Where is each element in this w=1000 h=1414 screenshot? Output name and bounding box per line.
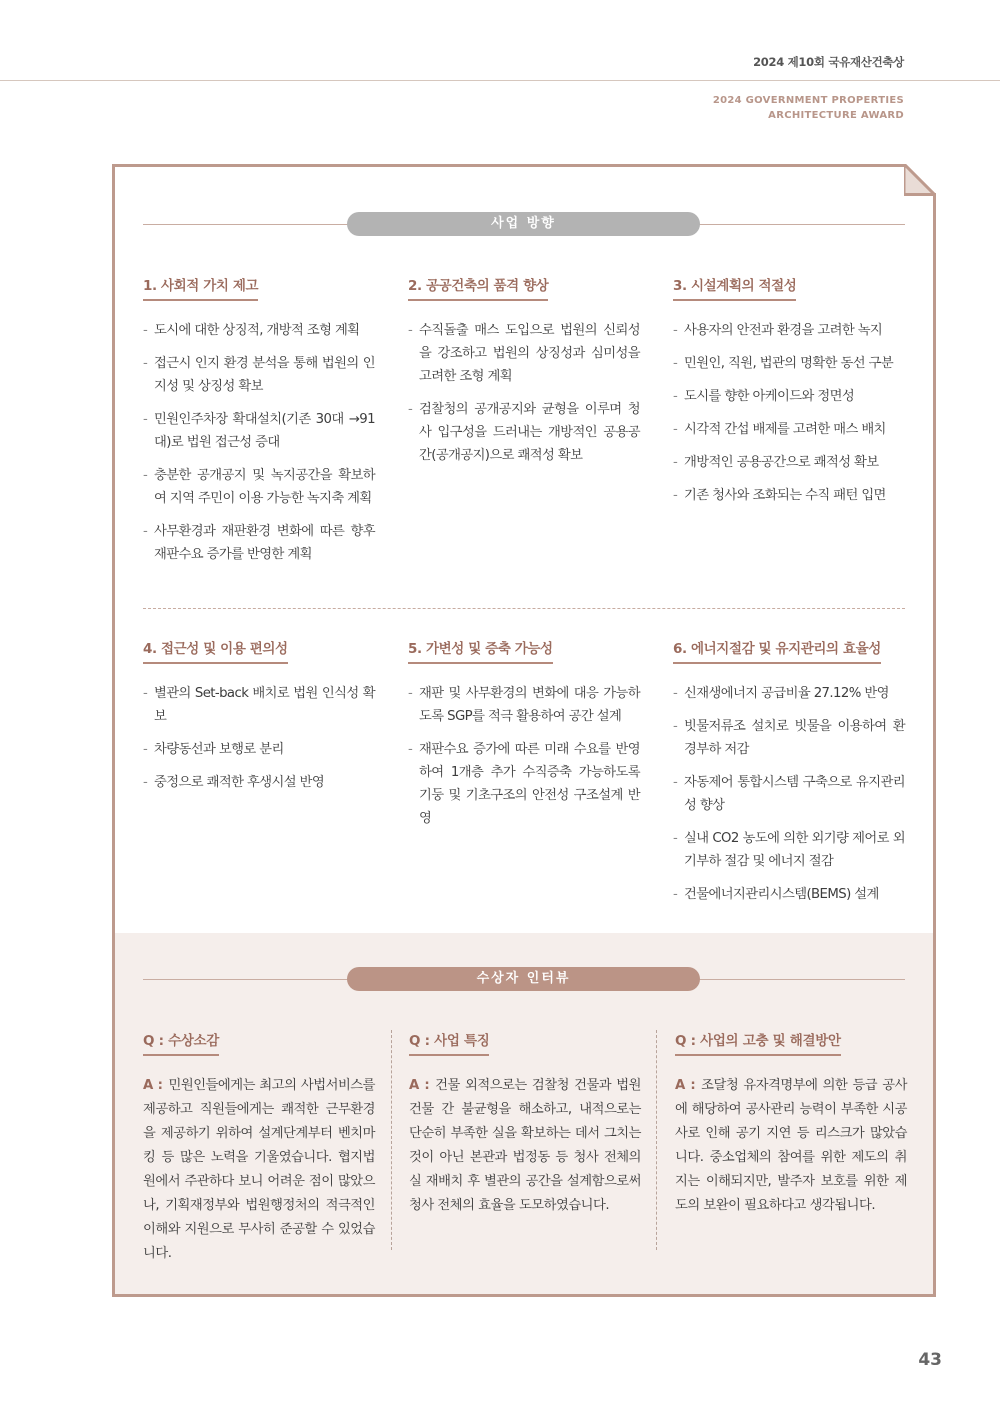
section-divider xyxy=(143,608,905,609)
section-heading: 2. 공공건축의 품격 향상 xyxy=(408,274,548,301)
section-list xyxy=(143,319,375,566)
list-item: - 민원인주차장 확대설치(기존 30대 →91대)로 법원 접근성 증대 xyxy=(143,408,375,454)
answer-body: 건물 외적으로는 검찰청 건물과 법원 건물 간 불균형을 해소하고, 내적으로는 단순히 부족한 실을 확보하는 데서 그치는 것이 아닌 본관과 법정동 등 청사 전체의 실 재배치 후 별관의 공간을 설계함으로써 청사 전체의 효율을 도모하였습니다. xyxy=(409,1078,641,1213)
answer-prefix: A : xyxy=(143,1078,163,1093)
list-item: - 개방적인 공용공간으로 쾌적성 확보 xyxy=(673,451,905,474)
list-item: - 민원인, 직원, 법관의 명확한 동선 구분 xyxy=(673,352,905,375)
publication-english-title xyxy=(713,93,904,123)
list-item: - 사무환경과 재판환경 변화에 따른 향후 재판수요 증가를 반영한 계획 xyxy=(143,520,375,566)
answer-text xyxy=(409,1074,641,1218)
list-item: - 재판 및 사무환경의 변화에 대응 가능하도록 SGP를 적극 활용하여 공간 설계 xyxy=(408,682,640,728)
section-5 xyxy=(408,637,640,840)
section-list xyxy=(673,319,905,507)
list-item: - 자동제어 통합시스템 구축으로 유지관리성 향상 xyxy=(673,771,905,817)
direction-label: 사업 방향 xyxy=(347,212,700,236)
answer-prefix: A : xyxy=(675,1078,696,1093)
list-item: - 건물에너지관리시스템(BEMS) 설계 xyxy=(673,883,905,906)
list-item: - 차량동선과 보행로 분리 xyxy=(143,738,375,761)
section-heading: 3. 시설계획의 적절성 xyxy=(673,274,796,301)
list-item: - 기존 청사와 조화되는 수직 패턴 입면 xyxy=(673,484,905,507)
section-1 xyxy=(143,274,375,576)
answer-text xyxy=(675,1074,907,1218)
list-item: - 수직돌출 매스 도입으로 법원의 신뢰성을 강조하고 법원의 상징성과 심미성을 고려한 조형 계획 xyxy=(408,319,640,388)
publication-title: 2024 제10회 국유재산건축상 xyxy=(753,55,904,69)
list-item: - 빗물저류조 설치로 빗물을 이용하여 환경부하 저감 xyxy=(673,715,905,761)
answer-body: 조달청 유자격명부에 의한 등급 공사에 해당하여 공사관리 능력이 부족한 시공사로 인해 공기 지연 등 리스크가 많았습니다. 중소업체의 참여를 위한 제도의 취지는 이해되지만, 발주자 보호를 위한 제도의 보완이 필요하다고 생각됩니다. xyxy=(675,1078,907,1213)
list-item: - 시각적 간섭 배제를 고려한 매스 배치 xyxy=(673,418,905,441)
question-heading: Q : 사업 특징 xyxy=(409,1029,489,1056)
list-item: - 중정으로 쾌적한 후생시설 반영 xyxy=(143,771,375,794)
section-3 xyxy=(673,274,905,517)
section-list xyxy=(673,682,905,906)
section-4 xyxy=(143,637,375,804)
list-item: - 별관의 Set-back 배치로 법원 인식성 확보 xyxy=(143,682,375,728)
list-item: - 신재생에너지 공급비율 27.12% 반영 xyxy=(673,682,905,705)
section-heading: 6. 에너지절감 및 유지관리의 효율성 xyxy=(673,637,881,664)
english-title-line-2: ARCHITECTURE AWARD xyxy=(768,110,904,121)
list-item: - 검찰청의 공개공지와 균형을 이루며 청사 입구성을 드러내는 개방적인 공용공간(공개공지)으로 쾌적성 확보 xyxy=(408,398,640,467)
answer-text xyxy=(143,1074,375,1266)
qa-block-2 xyxy=(409,1029,641,1218)
section-list xyxy=(408,682,640,830)
column-separator xyxy=(391,1030,392,1250)
question-heading: Q : 사업의 고충 및 해결방안 xyxy=(675,1029,841,1056)
interview-label: 수상자 인터뷰 xyxy=(347,967,700,991)
folded-corner-icon xyxy=(904,164,936,196)
page-number: 43 xyxy=(918,1350,942,1370)
list-item: - 실내 CO2 농도에 의한 외기량 제어로 외기부하 절감 및 에너지 절감 xyxy=(673,827,905,873)
section-6 xyxy=(673,637,905,916)
qa-block-1 xyxy=(143,1029,375,1266)
section-2 xyxy=(408,274,640,477)
english-title-line-1: 2024 GOVERNMENT PROPERTIES xyxy=(712,95,904,106)
header-divider xyxy=(0,80,1000,81)
list-item: - 충분한 공개공지 및 녹지공간을 확보하여 지역 주민이 이용 가능한 녹지축 계획 xyxy=(143,464,375,510)
list-item: - 도시를 향한 아케이드와 정면성 xyxy=(673,385,905,408)
question-heading: Q : 수상소감 xyxy=(143,1029,219,1056)
list-item: - 재판수요 증가에 따른 미래 수요를 반영하여 1개층 추가 수직증축 가능하도록 기둥 및 기초구조의 안전성 구조설계 반영 xyxy=(408,738,640,830)
section-heading: 5. 가변성 및 증축 가능성 xyxy=(408,637,553,664)
section-list xyxy=(143,682,375,794)
list-item: - 사용자의 안전과 환경을 고려한 녹지 xyxy=(673,319,905,342)
list-item: - 도시에 대한 상징적, 개방적 조형 계획 xyxy=(143,319,375,342)
qa-block-3 xyxy=(675,1029,907,1218)
section-list xyxy=(408,319,640,467)
section-heading: 4. 접근성 및 이용 편의성 xyxy=(143,637,288,664)
answer-body: 민원인들에게는 최고의 사법서비스를 제공하고 직원들에게는 쾌적한 근무환경을 제공하기 위하여 설계단계부터 벤치마킹 등 많은 노력을 기울였습니다. 협지법원에서 주관하다 보니 어려운 점이 많았으나, 기획재정부와 법원행정처의 적극적인 이해와 지원으로 무사히 준공할 수 있었습니다. xyxy=(143,1078,375,1261)
column-separator xyxy=(656,1030,657,1250)
answer-prefix: A : xyxy=(409,1078,430,1093)
list-item: - 접근시 인지 환경 분석을 통해 법원의 인지성 및 상징성 확보 xyxy=(143,352,375,398)
section-heading: 1. 사회적 가치 제고 xyxy=(143,274,258,301)
